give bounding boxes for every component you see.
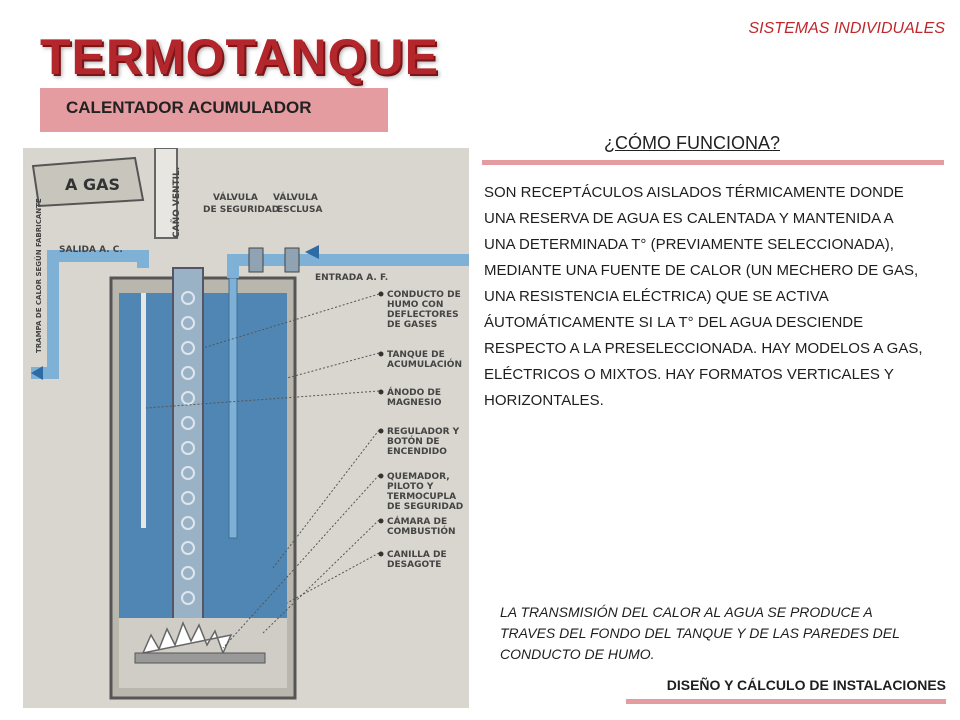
cold-water-inlet-label: ENTRADA A. F. [315, 273, 389, 283]
safety-valve-label-2: DE SEGURIDAD [203, 205, 280, 215]
page-title: TERMOTANQUE [40, 29, 439, 85]
how-it-works-rule [482, 160, 944, 165]
how-it-works-title: ¿CÓMO FUNCIONA? [604, 133, 781, 153]
part-label: REGULADOR Y [387, 427, 460, 437]
safety-valve-label: VÁLVULA [213, 193, 258, 203]
corner-label: A GAS [65, 175, 120, 194]
part-label: HUMO CON [387, 300, 444, 310]
hot-water-outlet-label: SALIDA A. C. [59, 245, 123, 255]
anode-rod [141, 293, 146, 528]
part-label: MAGNESIO [387, 398, 442, 408]
cold-water-dip-tube [229, 278, 237, 538]
part-label: TERMOCUPLA [387, 492, 457, 502]
part-label: TANQUE DE [387, 350, 445, 360]
water-heater-diagram [23, 148, 469, 708]
heat-transfer-note: LA TRANSMISIÓN DEL CALOR AL AGUA SE PRODUCE A TRAVES DEL FONDO DEL TANQUE Y DE LAS PAREDES DEL CONDUCTO DE HUMO. [500, 604, 900, 662]
part-label: CANILLA DE [387, 550, 447, 560]
part-label: CÁMARA DE [387, 517, 448, 527]
part-label: ACUMULACIÓN [387, 360, 462, 370]
part-label: BOTÓN DE [387, 437, 440, 447]
part-label: DE SEGURIDAD [387, 502, 464, 512]
water-heater-illustration [23, 148, 469, 708]
course-footer: DISEÑO Y CÁLCULO DE INSTALACIONES [666, 677, 946, 693]
vent-pipe-label: CAÑO VENTIL. [172, 166, 182, 238]
part-label: DESAGOTE [387, 560, 442, 570]
part-bullet [379, 474, 384, 479]
shutoff-valve-label-2: ESCLUSA [277, 205, 323, 215]
part-bullet [379, 429, 384, 434]
part-label: ÁNODO DE [387, 388, 442, 398]
heat-trap-label: TRAMPA DE CALOR SEGÚN FABRICANTE [35, 198, 43, 353]
how-it-works-text: SON RECEPTÁCULOS AISLADOS TÉRMICAMENTE DONDE UNA RESERVA DE AGUA ES CALENTADA Y MANTENIDA A UNA DETERMINADA T° (PREVIAMENTE SELECCIONADA), MEDIANTE UNA FUENTE DE CALOR (UN MECHERO DE GAS, UNA RESISTENCIA ELÉCTRICA) QUE SE ACTIVA ÁUTOMÁTICAMENTE SI LA T° DEL AGUA DESCIENDE RESPECTO A LA PRESELECCIONADA. HAY MODELOS A GAS, ELÉCTRICOS O MIXTOS. HAY FORMATOS VERTICALES Y HORIZONTALES. [484, 184, 923, 409]
flue-with-baffles [173, 268, 203, 628]
shutoff-valve-label: VÁLVULA [273, 193, 318, 203]
part-bullet [379, 292, 384, 297]
part-label: DEFLECTORES [387, 310, 459, 320]
part-label: PILOTO Y [387, 482, 434, 492]
page-subtitle: CALENTADOR ACUMULADOR [66, 98, 312, 117]
safety-valve [249, 248, 263, 272]
part-bullet [379, 352, 384, 357]
part-label: COMBUSTIÓN [387, 527, 456, 537]
burner [135, 653, 265, 663]
part-label: DE GASES [387, 320, 438, 330]
part-label: CONDUCTO DE [387, 290, 461, 300]
part-bullet [379, 552, 384, 557]
footer-rule [626, 699, 946, 704]
part-bullet [379, 519, 384, 524]
shutoff-valve [285, 248, 299, 272]
part-bullet [379, 390, 384, 395]
section-label: SISTEMAS INDIVIDUALES [748, 20, 945, 37]
part-label: ENCENDIDO [387, 447, 447, 457]
part-label: QUEMADOR, [387, 472, 450, 482]
